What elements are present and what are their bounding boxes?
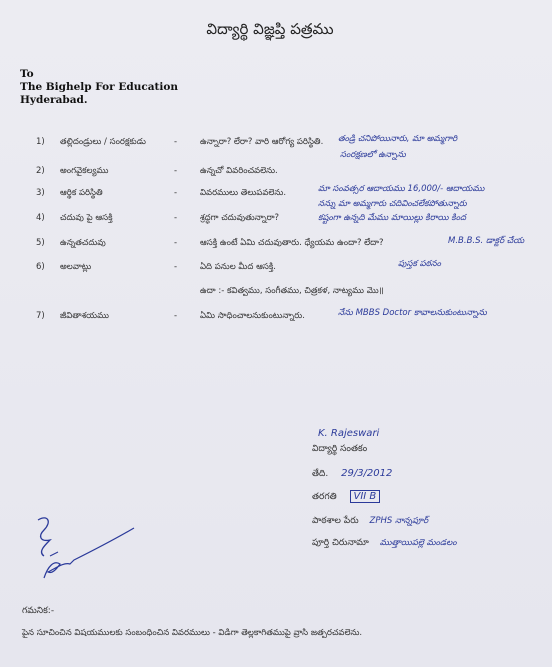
class-field	[312, 491, 380, 504]
handwritten-answer: M.B.B.S. డాక్టర్ చేయ	[448, 236, 525, 246]
class-label: తరగతి	[312, 492, 337, 502]
row-prompt: ఆసక్తి ఉంటే ఏమి చదువుతారు. ధ్యేయమ ఉందా? లేదా?	[200, 238, 384, 248]
row-prompt: శ్రద్ధగా చదువుతున్నారా?	[200, 213, 280, 223]
form-row	[0, 137, 552, 155]
row-label: అంగవైకల్యము	[60, 166, 109, 176]
row-number: 5)	[36, 238, 45, 248]
row-dash: -	[174, 311, 178, 321]
handwritten-answer: నేను MBBS Doctor కావాలనుకుంటున్నాను	[338, 308, 487, 318]
date-value: 29/3/2012	[341, 468, 393, 479]
note-text: పైన సూచించిన విషయములకు సంబంధించిన వివరములు - విడిగా తెల్లకాగితముపై వ్రాసి జత్పరచవలెను.	[22, 628, 363, 638]
row-number: 1)	[36, 137, 45, 147]
handwritten-answer: మా సంవత్సర ఆదాయము 16,000/- ఆదాయము	[318, 184, 485, 194]
address-to: To	[20, 68, 34, 80]
form-title: విద్యార్థి విజ్ఞప్తి పత్రము	[206, 20, 334, 38]
row-number: 4)	[36, 213, 45, 223]
student-signature-label: విద్యార్థి సంతకం	[312, 444, 368, 454]
row-dash: -	[174, 137, 178, 147]
handwritten-answer: నన్ను మా అమ్మగారు చదివించలేకపోతున్నారు	[318, 199, 467, 209]
note-heading: గమనిక:-	[22, 606, 55, 616]
row-label: జీవితాశయము	[60, 311, 110, 321]
school-field	[312, 516, 428, 528]
row-label: చదువు పై ఆసక్తి	[60, 213, 113, 223]
school-value: ZPHS నాన్నపూర్	[369, 516, 429, 526]
row-prompt: ఉన్నచో వివరించవలెను.	[200, 166, 278, 176]
row-number: 7)	[36, 311, 45, 321]
row-number: 6)	[36, 262, 45, 272]
class-value: VII B	[350, 490, 381, 503]
row-label: ఉన్నతచదువు	[60, 238, 106, 248]
handwritten-answer: సంరక్షణలో ఉన్నాను	[340, 150, 406, 160]
address-block	[20, 68, 178, 107]
row-number: 3)	[36, 188, 45, 198]
row-number: 2)	[36, 166, 45, 176]
row-label: తల్లిదండ్రులు / సంరక్షకుడు	[60, 137, 146, 147]
address-field	[312, 538, 457, 550]
handwritten-signature	[30, 512, 140, 582]
form-row	[0, 262, 552, 280]
row-prompt: ఉన్నారా? లేరా? వారి ఆరోగ్య పరిస్థితి.	[200, 137, 324, 147]
row-label: అలవాట్లు	[60, 262, 92, 272]
row-dash: -	[174, 166, 178, 176]
form-row	[0, 166, 552, 184]
row-label: ఆర్థిక పరిస్థితి	[60, 188, 103, 198]
date-field	[312, 468, 392, 481]
date-label: తేది.	[312, 469, 329, 479]
student-signature-name: K. Rajeswari	[318, 428, 380, 439]
form-row	[0, 213, 552, 231]
row-dash: -	[174, 262, 178, 272]
school-label: పాఠశాల పేరు	[312, 516, 359, 526]
row-dash: -	[174, 213, 178, 223]
row-prompt: వివరములు తెలుపవలెను.	[200, 188, 287, 198]
row-dash: -	[174, 188, 178, 198]
row-prompt: ఏది పనుల మీద ఆసక్తి.	[200, 262, 277, 272]
handwritten-answer: పుస్తక పఠనం	[398, 259, 441, 269]
handwritten-answer: కష్టంగా ఉన్నది మేము మాయిల్లు కిరాయి కింద	[318, 213, 467, 223]
row-prompt: ఉదా :- కవిత్వము, సంగీతము, చిత్రకళ, నాట్యము మొ॥	[200, 286, 384, 296]
row-dash: -	[174, 238, 178, 248]
address-value: ముత్తాయిపల్లె మండలం	[379, 538, 457, 548]
address-org: The Bighelp For Education	[20, 81, 179, 93]
handwritten-answer: తండ్రి చనిపోయినారు, మా అమ్మగారి	[338, 134, 458, 144]
row-prompt: ఏమి సాధించాలనుకుంటున్నారు.	[200, 311, 305, 321]
form-row	[0, 286, 552, 304]
address-city: Hyderabad.	[20, 94, 88, 106]
address-label: పూర్తి చిరునామా	[312, 538, 369, 548]
